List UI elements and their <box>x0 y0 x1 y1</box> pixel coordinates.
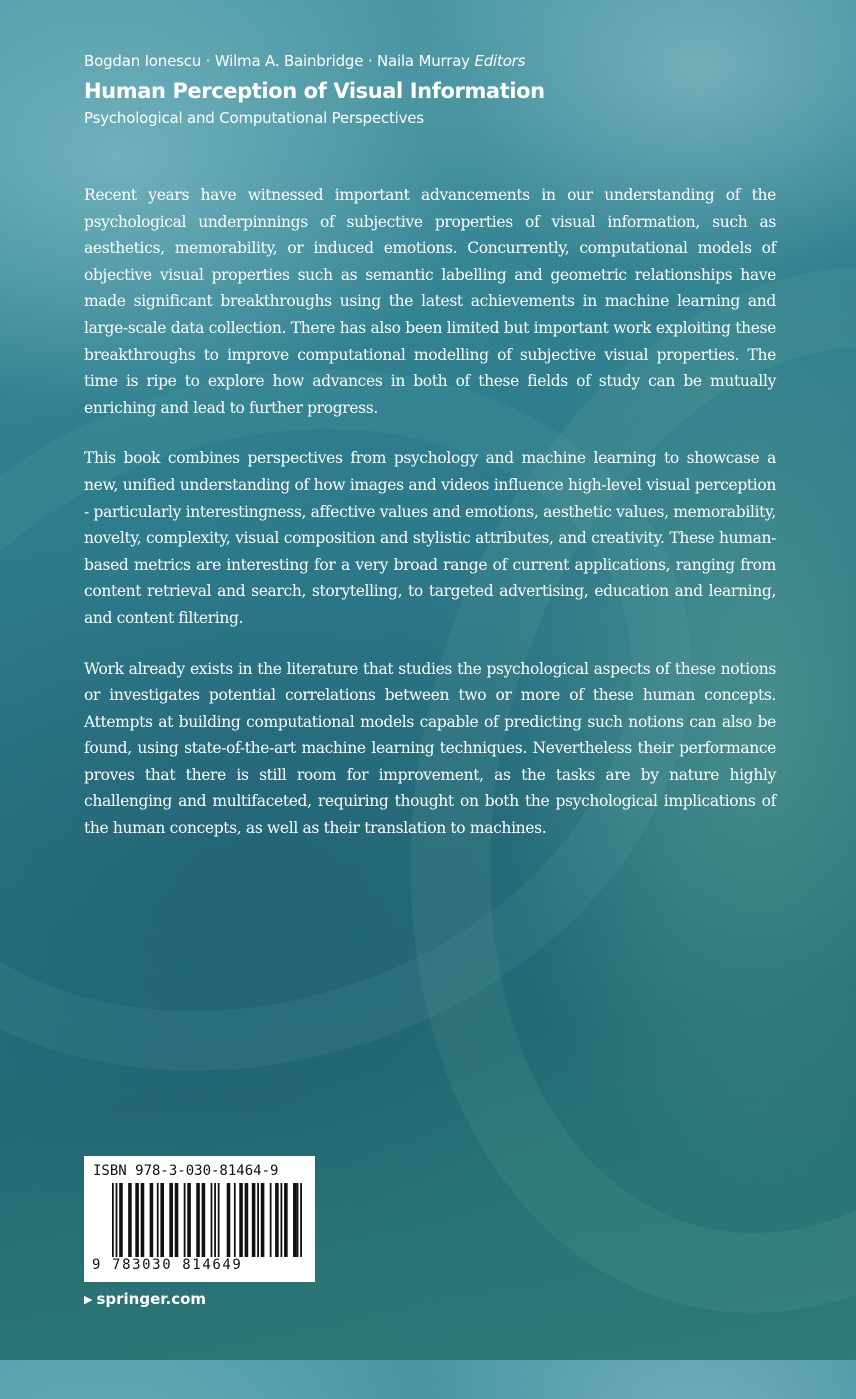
barcode-bar <box>252 1183 256 1257</box>
isbn-barcode <box>84 1156 315 1282</box>
blurb-paragraph: This book combines perspectives from psychology and machine learning to showcase a new, unified understanding of how images and videos influence high-level visual perception - particularly interestingness, affective values and emotions, aesthetic values, memorability, novelty, complexity, visual composition and stylistic attributes, and creativity. These human-based metrics are interesting for a very broad range of current applications, ranging from content retrieval and search, storytelling, to targeted advertising, education and learning, and content filtering. <box>84 449 776 627</box>
barcode-bar <box>196 1183 200 1257</box>
publisher-website[interactable] <box>84 1288 206 1312</box>
barcode-bar <box>297 1183 299 1257</box>
barcode-bar <box>275 1183 279 1257</box>
barcode-bar <box>245 1183 249 1257</box>
barcode-bar <box>257 1183 259 1257</box>
barcode-bar <box>300 1183 302 1257</box>
back-cover-blurb <box>84 182 776 866</box>
editor-name: Naila Murray <box>376 52 470 70</box>
cover-header <box>84 50 784 129</box>
book-subtitle: Psychological and Computational Perspectives <box>84 109 424 127</box>
book-title: Human Perception of Visual Information <box>84 79 545 103</box>
barcode-bar <box>160 1183 164 1257</box>
barcode-bar <box>141 1183 145 1257</box>
blurb-paragraph: Work already exists in the literature that studies the psychological aspects of these notions or investigates potential correlations between two or more of these human concepts. Attempts at building computational models capable of predicting such notions can also be found, using state-of-the-art machine learning techniques. Nevertheless their performance proves that there is still room for improvement, as the tasks are by nature highly challenging and multifaceted, requiring thought on both the psychological implications of the human concepts, as well as their translation to machines. <box>84 659 776 838</box>
isbn-digits: 9 783030 814649 <box>92 1257 243 1273</box>
barcode-bar <box>214 1183 216 1257</box>
barcode-bar <box>150 1183 154 1257</box>
barcode-bar <box>202 1183 206 1257</box>
barcode-bar <box>112 1183 114 1257</box>
editor-name: Wilma A. Bainbridge <box>214 52 364 70</box>
barcode-bar <box>239 1183 243 1257</box>
editors-line <box>84 50 784 72</box>
barcode-bar <box>270 1183 272 1257</box>
barcode-bar <box>211 1183 213 1257</box>
barcode-bar <box>116 1183 118 1257</box>
barcode-bar <box>227 1183 231 1257</box>
barcode-bar <box>128 1183 132 1257</box>
barcode-bar <box>119 1183 123 1257</box>
editors-role: Editors <box>474 52 526 70</box>
editor-separator: · <box>201 52 215 70</box>
barcode-bar <box>280 1183 282 1257</box>
barcode-bar <box>157 1183 159 1257</box>
barcode-bar <box>218 1183 220 1257</box>
barcode-bars <box>112 1183 302 1257</box>
barcode-bar <box>261 1183 265 1257</box>
barcode-bar <box>234 1183 236 1257</box>
editor-name: Bogdan Ionescu <box>84 52 202 70</box>
arrow-right-icon: ▶ <box>84 1293 93 1306</box>
barcode-bar <box>169 1183 173 1257</box>
barcode-bar <box>175 1183 179 1257</box>
editor-separator: · <box>363 52 377 70</box>
website-text: springer.com <box>96 1290 207 1308</box>
blurb-paragraph: Recent years have witnessed important advancements in our understanding of the psychological underpinnings of subjective properties of visual information, such as aesthetics, memorability, or induced emotions. Concurrently, computational models of objective visual properties such as semantic labelling and geometric relationships have made significant breakthroughs using the latest achievements in machine learning and large-scale data collection. There has also been limited but important work exploiting these breakthroughs to improve computational modelling of subjective visual properties. The time is ripe to explore how advances in both of these fields of study can be mutually enriching and lead to further progress. <box>84 186 776 417</box>
barcode-bar <box>187 1183 191 1257</box>
isbn-label: ISBN 978-3-030-81464-9 <box>93 1163 279 1179</box>
barcode-bar <box>135 1183 139 1257</box>
barcode-bar <box>184 1183 186 1257</box>
barcode-bar <box>284 1183 288 1257</box>
barcode-bar <box>293 1183 297 1257</box>
